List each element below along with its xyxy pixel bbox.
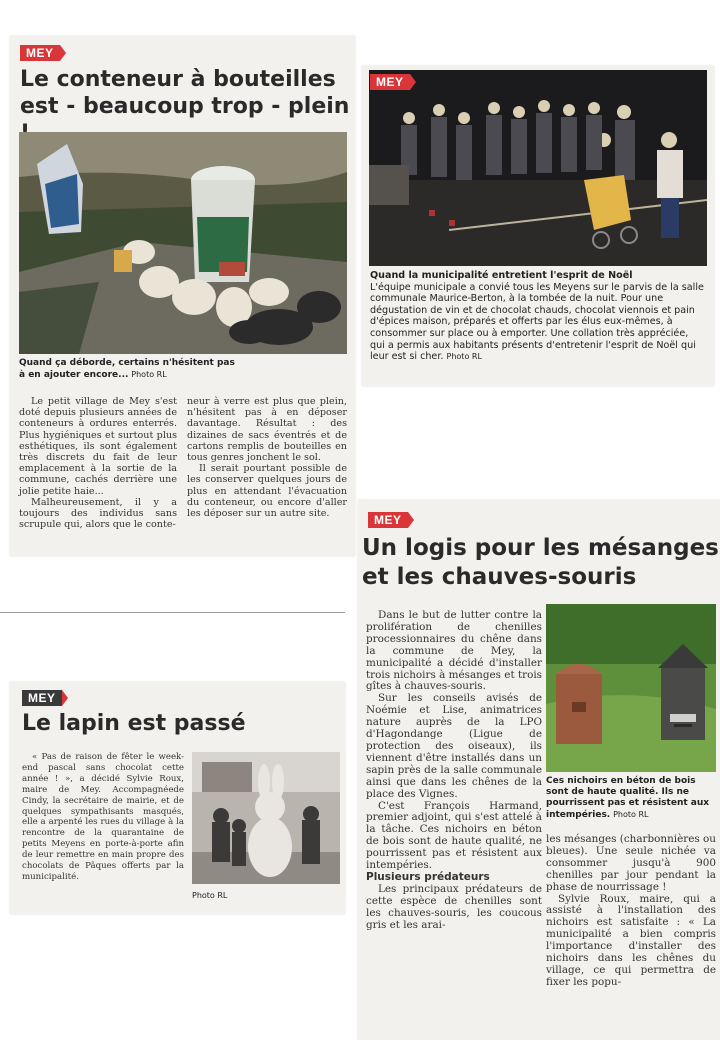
paragraph: Sylvie Roux, maire, qui a assisté à l'installation des nichoirs est satisfaite : « La municipalité a bien compris l'importance d'installer des nichoirs dans les chênes du village, ce qui permettra de fixer les popu-	[546, 892, 716, 988]
photo-credit: Photo RL	[446, 352, 482, 362]
article-mesanges	[358, 500, 720, 1040]
photo-easter-bunny	[192, 752, 340, 884]
headline-line-1: Un logis pour les mésanges	[362, 535, 719, 561]
photo-nest-boxes	[546, 604, 716, 772]
paragraph: les mésanges (charbonnières ou bleues). Une seule nichée va consommer jusqu'à 900 chenilles par jour pendant la phase de nourrissage !	[546, 833, 716, 893]
article-headline: Le lapin est passé	[22, 711, 246, 736]
paragraph: Sur les conseils avisés de Noémie et Lise, animatrices nature auprès de la LPO d'Hagondange (Ligue de protection des oiseaux), ils viennent d'être installés dans un sapin près de la salle communale ainsi que dans les chênes de la place des Vignes.	[366, 692, 542, 800]
article-noel	[362, 66, 714, 386]
photo-credit: Photo RL	[613, 810, 649, 819]
column-1	[366, 610, 542, 931]
photo-caption	[546, 776, 716, 821]
photo-caption	[370, 270, 706, 363]
photo-night-gathering	[369, 70, 707, 266]
section-tag: MEY	[368, 512, 408, 528]
paragraph: neur à verre est plus que plein, n'hésitent pas à en déposer davantage. Résultat : des dizaines de sacs éventrés et de cartons remplis de bouteilles en tous genres jonchent le sol.	[187, 396, 347, 464]
subheading: Plusieurs prédateurs	[366, 870, 490, 883]
article-lapin	[10, 682, 345, 914]
paragraph: C'est François Harmand, premier adjoint, qui s'est attelé à la tâche. Ces nichoirs en béton de bois sont de haute qualité, ne pourrissent pas et résistent aux intempéries.	[366, 799, 542, 872]
caption-line-2: à en ajouter encore...	[19, 370, 129, 380]
paragraph: Les principaux prédateurs de cette espèce de chenilles sont les chauves-souris, les coucous gris et les arai-	[366, 882, 542, 931]
column-2	[187, 396, 347, 519]
article-conteneur	[10, 36, 355, 556]
headline-line-1: Le conteneur à bouteilles	[20, 67, 336, 92]
caption-text: Ces nichoirs en béton de bois sont de haute qualité. Ils ne pourrissent pas et résistent aux intempéries.	[546, 776, 710, 820]
photo-caption	[19, 358, 349, 381]
photo-credit: Photo RL	[131, 370, 167, 379]
paragraph: Le petit village de Mey s'est doté depuis plusieurs années de conteneurs à ordures enterrés. Plus hygiéniques et surtout plus esthétiques, ils sont également très discrets du fait de leur emplacement à la sortie de la commune, cachés derrière une jolie petite haie...	[19, 396, 177, 497]
section-tag: MEY	[22, 690, 62, 706]
photo-credit: Photo RL	[192, 891, 228, 900]
article-body: « Pas de raison de fêter le week-end pascal sans chocolat cette année ! », a décidé Sylvie Roux, maire de Mey. Accompagnéede Cindy, la secrétaire de mairie, et de quelques sympathisants masqués, elle a arpenté les rues du village à la rencontre de la quarantaine de petits Meyens en porte-à-porte afin de leur remettre en main propre des chocolats de Pâques offerts par la municipalité.	[22, 752, 184, 882]
paragraph: Dans le but de lutter contre la prolifération de chenilles processionnaires du chêne dans la commune de Mey, la municipalité a décidé d'installer trois nichoirs à mésanges et trois gîtes à chauves-souris.	[366, 609, 542, 693]
caption-body: L'équipe municipale a convié tous les Meyens sur le parvis de la salle communale Maurice-Berton, à la tombée de la nuit. Pour une dégustation de vin et de chocolat chauds, chocolat viennois et pain d'épices maison, préparés et offerts par les élus eux-mêmes, à consommer sur place ou à emporter. Une collation très appréciée, qui a permis aux habitants présents d'entretenir l'esprit de Noël qui leur est si cher.	[370, 281, 704, 363]
article-headline	[362, 534, 719, 592]
column-2	[546, 834, 716, 989]
caption-line-1: Quand ça déborde, certains n'hésitent pas	[19, 358, 235, 368]
photo-overflowing-container	[19, 132, 347, 354]
paragraph: Il serait pourtant possible de les conserver quelques jours de plus en attendant l'évacuation du conteneur, ou encore d'aller les déposer sur un autre site.	[187, 463, 347, 520]
headline-line-2: et les chauves-souris	[362, 564, 637, 590]
column-1	[19, 396, 177, 530]
caption-title: Quand la municipalité entretient l'esprit de Noël	[370, 270, 633, 281]
divider	[0, 612, 345, 613]
headline-line-2: est - beaucoup trop - plein	[20, 94, 350, 119]
section-tag: MEY	[370, 74, 410, 90]
paragraph: Malheureusement, il y a toujours des individus sans scrupule qui, alors que le conte-	[19, 496, 177, 531]
section-tag: MEY	[20, 45, 60, 61]
